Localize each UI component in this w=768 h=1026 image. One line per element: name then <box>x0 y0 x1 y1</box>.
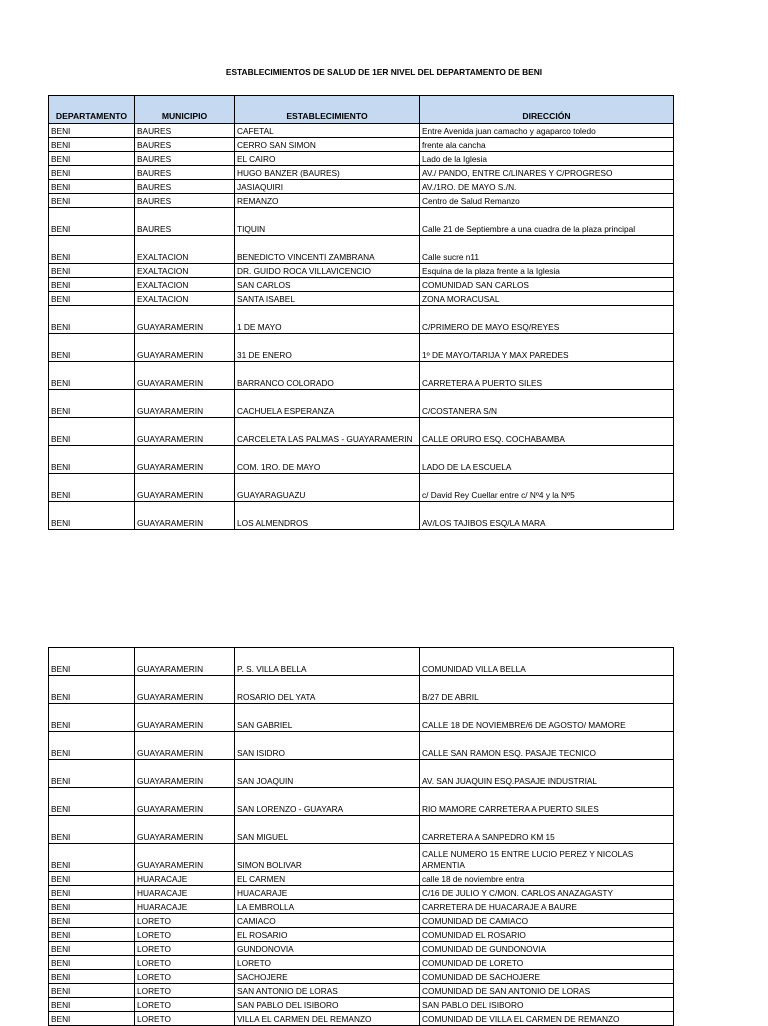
cell-establecimiento: 31 DE ENERO <box>235 334 420 362</box>
table-row <box>49 502 674 530</box>
table-row <box>49 914 674 928</box>
table-row <box>49 208 674 236</box>
cell-establecimiento: 1 DE MAYO <box>235 306 420 334</box>
column-header-departamento: DEPARTAMENTO <box>49 96 135 124</box>
table-row <box>49 816 674 844</box>
cell-direccion: COMUNIDAD DE LORETO <box>420 956 674 970</box>
table-row <box>49 236 674 264</box>
cell-municipio: GUAYARAMERIN <box>135 648 235 676</box>
cell-municipio: EXALTACION <box>135 236 235 264</box>
table-row <box>49 928 674 942</box>
table-row <box>49 180 674 194</box>
cell-establecimiento: SAN CARLOS <box>235 278 420 292</box>
cell-direccion: COMUNIDAD SAN CARLOS <box>420 278 674 292</box>
table-row <box>49 648 674 676</box>
establishments-table-top <box>48 95 674 530</box>
cell-municipio: GUAYARAMERIN <box>135 474 235 502</box>
cell-departamento: BENI <box>49 390 135 418</box>
cell-establecimiento: DR. GUIDO ROCA VILLAVICENCIO <box>235 264 420 278</box>
cell-departamento: BENI <box>49 914 135 928</box>
cell-departamento: BENI <box>49 418 135 446</box>
cell-municipio: EXALTACION <box>135 292 235 306</box>
cell-direccion: CARRETERA A SANPEDRO KM 15 <box>420 816 674 844</box>
table-row <box>49 390 674 418</box>
cell-municipio: BAURES <box>135 166 235 180</box>
cell-departamento: BENI <box>49 166 135 180</box>
table-row <box>49 418 674 446</box>
cell-municipio: EXALTACION <box>135 278 235 292</box>
cell-departamento: BENI <box>49 334 135 362</box>
cell-direccion: CALLE SAN RAMON ESQ. PASAJE TECNICO <box>420 732 674 760</box>
cell-establecimiento: TIQUIN <box>235 208 420 236</box>
cell-departamento: BENI <box>49 732 135 760</box>
cell-establecimiento: GUNDONOVIA <box>235 942 420 956</box>
cell-direccion: COMUNIDAD VILLA BELLA <box>420 648 674 676</box>
cell-direccion: COMUNIDAD DE GUNDONOVIA <box>420 942 674 956</box>
cell-establecimiento: CARCELETA LAS PALMAS - GUAYARAMERIN <box>235 418 420 446</box>
cell-municipio: GUAYARAMERIN <box>135 362 235 390</box>
cell-departamento: BENI <box>49 278 135 292</box>
cell-direccion: Lado de la Iglesia <box>420 152 674 166</box>
table-row <box>49 984 674 998</box>
cell-municipio: GUAYARAMERIN <box>135 760 235 788</box>
cell-establecimiento: COM. 1RO. DE MAYO <box>235 446 420 474</box>
cell-direccion: CARRETERA A PUERTO SILES <box>420 362 674 390</box>
cell-direccion: Entre Avenida juan camacho y agaparco toledo <box>420 124 674 138</box>
cell-departamento: BENI <box>49 900 135 914</box>
cell-municipio: BAURES <box>135 208 235 236</box>
cell-departamento: BENI <box>49 180 135 194</box>
cell-direccion: AV./ PANDO, ENTRE C/LINARES Y C/PROGRESO <box>420 166 674 180</box>
table-row <box>49 292 674 306</box>
table-row <box>49 194 674 208</box>
table-row <box>49 676 674 704</box>
cell-departamento: BENI <box>49 942 135 956</box>
cell-departamento: BENI <box>49 886 135 900</box>
cell-municipio: LORETO <box>135 914 235 928</box>
cell-departamento: BENI <box>49 208 135 236</box>
cell-direccion: CALLE NUMERO 15 ENTRE LUCIO PEREZ Y NICOLAS ARMENTIA <box>420 844 674 872</box>
cell-establecimiento: SAN ANTONIO DE LORAS <box>235 984 420 998</box>
cell-direccion: COMUNIDAD DE SACHOJERE <box>420 970 674 984</box>
cell-municipio: GUAYARAMERIN <box>135 704 235 732</box>
cell-departamento: BENI <box>49 502 135 530</box>
table-row <box>49 306 674 334</box>
table-row <box>49 788 674 816</box>
table-row <box>49 474 674 502</box>
cell-direccion: B/27 DE ABRIL <box>420 676 674 704</box>
table-row <box>49 942 674 956</box>
cell-municipio: LORETO <box>135 942 235 956</box>
cell-direccion: COMUNIDAD DE SAN ANTONIO DE LORAS <box>420 984 674 998</box>
cell-direccion: Calle 21 de Septiembre a una cuadra de la plaza principal <box>420 208 674 236</box>
cell-departamento: BENI <box>49 306 135 334</box>
cell-establecimiento: CERRO SAN SIMON <box>235 138 420 152</box>
cell-departamento: BENI <box>49 1012 135 1026</box>
table-header-row <box>49 96 674 124</box>
cell-departamento: BENI <box>49 788 135 816</box>
table-row <box>49 844 674 872</box>
cell-direccion: calle 18 de noviembre entra <box>420 872 674 886</box>
cell-direccion: Centro de Salud Remanzo <box>420 194 674 208</box>
cell-departamento: BENI <box>49 984 135 998</box>
cell-establecimiento: EL CAIRO <box>235 152 420 166</box>
cell-establecimiento: CACHUELA ESPERANZA <box>235 390 420 418</box>
table-row <box>49 278 674 292</box>
cell-establecimiento: SAN ISIDRO <box>235 732 420 760</box>
cell-direccion: RIO MAMORE CARRETERA A PUERTO SILES <box>420 788 674 816</box>
cell-direccion: C/COSTANERA S/N <box>420 390 674 418</box>
cell-establecimiento: LORETO <box>235 956 420 970</box>
cell-departamento: BENI <box>49 970 135 984</box>
cell-establecimiento: SAN MIGUEL <box>235 816 420 844</box>
cell-establecimiento: SIMON BOLIVAR <box>235 844 420 872</box>
cell-departamento: BENI <box>49 446 135 474</box>
cell-municipio: GUAYARAMERIN <box>135 788 235 816</box>
cell-departamento: BENI <box>49 292 135 306</box>
cell-establecimiento: LA EMBROLLA <box>235 900 420 914</box>
cell-municipio: LORETO <box>135 970 235 984</box>
cell-municipio: GUAYARAMERIN <box>135 390 235 418</box>
table-row <box>49 956 674 970</box>
cell-municipio: BAURES <box>135 194 235 208</box>
document-title: ESTABLECIMIENTOS DE SALUD DE 1ER NIVEL DEL DEPARTAMENTO DE BENI <box>225 67 543 77</box>
cell-municipio: GUAYARAMERIN <box>135 502 235 530</box>
cell-departamento: BENI <box>49 138 135 152</box>
cell-establecimiento: ROSARIO DEL YATA <box>235 676 420 704</box>
column-header-direccion: DIRECCIÓN <box>420 96 674 124</box>
cell-direccion: COMUNIDAD EL ROSARIO <box>420 928 674 942</box>
table-row <box>49 124 674 138</box>
cell-municipio: BAURES <box>135 138 235 152</box>
cell-direccion: COMUNIDAD DE VILLA EL CARMEN DE REMANZO <box>420 1012 674 1026</box>
cell-direccion: C/PRIMERO DE MAYO ESQ/REYES <box>420 306 674 334</box>
cell-establecimiento: HUGO BANZER (BAURES) <box>235 166 420 180</box>
cell-direccion: CALLE 18 DE NOVIEMBRE/6 DE AGOSTO/ MAMORE <box>420 704 674 732</box>
cell-departamento: BENI <box>49 760 135 788</box>
table-row <box>49 998 674 1012</box>
cell-departamento: BENI <box>49 264 135 278</box>
table-row <box>49 900 674 914</box>
cell-municipio: GUAYARAMERIN <box>135 446 235 474</box>
cell-direccion: CALLE ORURO ESQ. COCHABAMBA <box>420 418 674 446</box>
establishments-table-bottom <box>48 647 674 1026</box>
cell-establecimiento: EL ROSARIO <box>235 928 420 942</box>
cell-departamento: BENI <box>49 236 135 264</box>
cell-establecimiento: SAN JOAQUIN <box>235 760 420 788</box>
cell-direccion: SAN PABLO DEL ISIBORO <box>420 998 674 1012</box>
cell-municipio: LORETO <box>135 1012 235 1026</box>
cell-establecimiento: SAN GABRIEL <box>235 704 420 732</box>
cell-municipio: BAURES <box>135 124 235 138</box>
table-row <box>49 166 674 180</box>
cell-departamento: BENI <box>49 816 135 844</box>
cell-departamento: BENI <box>49 956 135 970</box>
cell-direccion: LADO DE LA ESCUELA <box>420 446 674 474</box>
cell-departamento: BENI <box>49 362 135 390</box>
table-row <box>49 138 674 152</box>
cell-municipio: GUAYARAMERIN <box>135 732 235 760</box>
cell-establecimiento: SANTA ISABEL <box>235 292 420 306</box>
table-row <box>49 446 674 474</box>
cell-establecimiento: REMANZO <box>235 194 420 208</box>
cell-direccion: CARRETERA DE HUACARAJE A BAURE <box>420 900 674 914</box>
cell-direccion: C/16 DE JULIO Y C/MON. CARLOS ANAZAGASTY <box>420 886 674 900</box>
cell-establecimiento: HUACARAJE <box>235 886 420 900</box>
cell-establecimiento: SACHOJERE <box>235 970 420 984</box>
cell-direccion: AV/LOS TAJIBOS ESQ/LA MARA <box>420 502 674 530</box>
table-row <box>49 704 674 732</box>
cell-departamento: BENI <box>49 998 135 1012</box>
cell-municipio: EXALTACION <box>135 264 235 278</box>
cell-departamento: BENI <box>49 704 135 732</box>
cell-direccion: c/ David Rey Cuellar entre c/ Nº4 y la Nº5 <box>420 474 674 502</box>
column-header-municipio: MUNICIPIO <box>135 96 235 124</box>
cell-departamento: BENI <box>49 872 135 886</box>
cell-municipio: GUAYARAMERIN <box>135 418 235 446</box>
cell-direccion: Esquina de la plaza frente a la Iglesia <box>420 264 674 278</box>
cell-establecimiento: EL CARMEN <box>235 872 420 886</box>
table-row <box>49 970 674 984</box>
table-row <box>49 732 674 760</box>
cell-municipio: HUARACAJE <box>135 900 235 914</box>
cell-direccion: AV./1RO. DE MAYO S./N. <box>420 180 674 194</box>
cell-establecimiento: GUAYARAGUAZU <box>235 474 420 502</box>
cell-establecimiento: SAN LORENZO - GUAYARA <box>235 788 420 816</box>
cell-direccion: Calle sucre n11 <box>420 236 674 264</box>
cell-departamento: BENI <box>49 152 135 166</box>
table-row <box>49 1012 674 1026</box>
cell-municipio: GUAYARAMERIN <box>135 844 235 872</box>
cell-departamento: BENI <box>49 648 135 676</box>
cell-direccion: ZONA MORACUSAL <box>420 292 674 306</box>
cell-municipio: LORETO <box>135 984 235 998</box>
cell-municipio: HUARACAJE <box>135 886 235 900</box>
cell-establecimiento: LOS ALMENDROS <box>235 502 420 530</box>
cell-municipio: GUAYARAMERIN <box>135 334 235 362</box>
cell-departamento: BENI <box>49 928 135 942</box>
cell-establecimiento: CAFETAL <box>235 124 420 138</box>
table-row <box>49 264 674 278</box>
table-row <box>49 886 674 900</box>
cell-municipio: HUARACAJE <box>135 872 235 886</box>
cell-departamento: BENI <box>49 474 135 502</box>
cell-departamento: BENI <box>49 676 135 704</box>
cell-establecimiento: JASIAQUIRI <box>235 180 420 194</box>
cell-municipio: LORETO <box>135 998 235 1012</box>
cell-municipio: GUAYARAMERIN <box>135 816 235 844</box>
cell-establecimiento: P. S. VILLA BELLA <box>235 648 420 676</box>
cell-establecimiento: BENEDICTO VINCENTI ZAMBRANA <box>235 236 420 264</box>
cell-municipio: GUAYARAMERIN <box>135 676 235 704</box>
cell-direccion: 1º DE MAYO/TARIJA Y MAX PAREDES <box>420 334 674 362</box>
cell-departamento: BENI <box>49 194 135 208</box>
cell-departamento: BENI <box>49 844 135 872</box>
cell-establecimiento: VILLA EL CARMEN DEL REMANZO <box>235 1012 420 1026</box>
table-row <box>49 152 674 166</box>
cell-departamento: BENI <box>49 124 135 138</box>
cell-establecimiento: SAN PABLO DEL ISIBORO <box>235 998 420 1012</box>
cell-establecimiento: CAMIACO <box>235 914 420 928</box>
column-header-establecimiento: ESTABLECIMIENTO <box>235 96 420 124</box>
cell-municipio: GUAYARAMERIN <box>135 306 235 334</box>
cell-establecimiento: BARRANCO COLORADO <box>235 362 420 390</box>
cell-municipio: BAURES <box>135 152 235 166</box>
cell-direccion: frente ala cancha <box>420 138 674 152</box>
table-row <box>49 362 674 390</box>
cell-municipio: BAURES <box>135 180 235 194</box>
cell-direccion: AV. SAN JUAQUIN ESQ.PASAJE INDUSTRIAL <box>420 760 674 788</box>
table-row <box>49 760 674 788</box>
cell-municipio: LORETO <box>135 956 235 970</box>
table-row <box>49 872 674 886</box>
cell-municipio: LORETO <box>135 928 235 942</box>
cell-direccion: COMUNIDAD DE CAMIACO <box>420 914 674 928</box>
table-row <box>49 334 674 362</box>
